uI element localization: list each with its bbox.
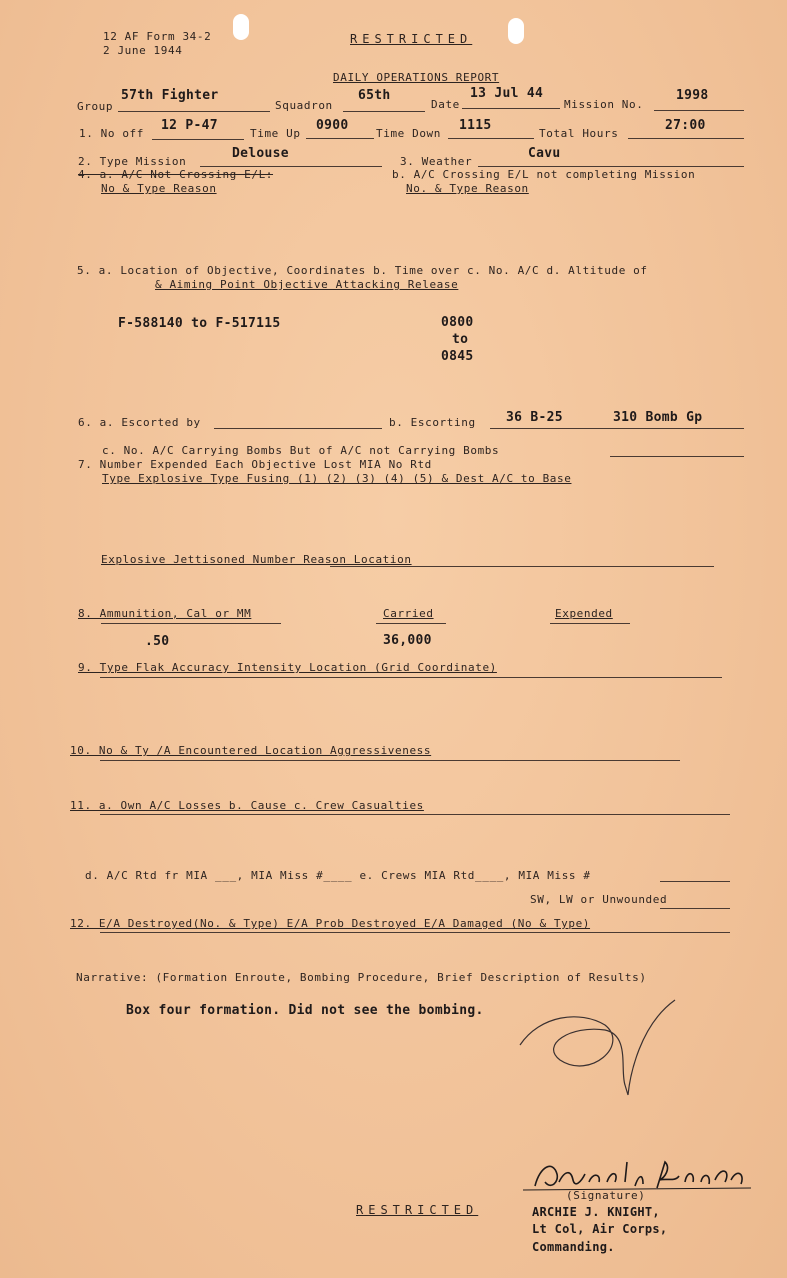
item10-line: 10. No & Ty /A Encountered Location Aggressiveness	[70, 744, 432, 757]
expended-label: Expended	[555, 607, 613, 620]
escorting-label: b. Escorting	[389, 416, 476, 429]
mission-value: 1998	[676, 88, 709, 103]
time-down-label: Time Down	[376, 127, 442, 140]
carried-value: 36,000	[383, 633, 432, 648]
item4-a-label: 4. a. A/C Not Crossing E/L:	[78, 168, 274, 181]
item4-b-label: b. A/C Crossing E/L not completing Mission	[392, 168, 696, 181]
item11-line: 11. a. Own A/C Losses b. Cause c. Crew Casualties	[70, 799, 424, 812]
mission-label: Mission No.	[564, 98, 644, 111]
total-hours-value: 27:00	[665, 118, 706, 133]
classification-bottom: RESTRICTED	[356, 1203, 479, 1217]
item9-line: 9. Type Flak Accuracy Intensity Location (Grid Coordinate)	[78, 661, 497, 674]
punch-hole-right	[508, 18, 524, 44]
date-label: Date	[431, 98, 460, 111]
punch-hole-left	[233, 14, 249, 40]
objective-location-value: F-588140 to F-517115	[118, 316, 281, 331]
item11-d-sub: SW, LW or Unwounded	[530, 893, 668, 906]
signer-role: Commanding.	[532, 1240, 615, 1254]
signer-rank: Lt Col, Air Corps,	[532, 1222, 668, 1236]
time-up-value: 0900	[316, 118, 349, 133]
escorted-by-label: 6. a. Escorted by	[78, 416, 201, 429]
classification-top: RESTRICTED	[350, 32, 473, 46]
signer-name: ARCHIE J. KNIGHT,	[532, 1205, 660, 1219]
report-title: DAILY OPERATIONS REPORT	[333, 71, 500, 84]
time-over-from-value: 0800	[441, 315, 474, 330]
carrying-bombs-line: c. No. A/C Carrying Bombs But of A/C not Carrying Bombs	[102, 444, 500, 457]
time-up-label: Time Up	[250, 127, 301, 140]
squadron-label: Squadron	[275, 99, 333, 112]
handwritten-mark	[510, 985, 690, 1115]
item4-a-sub: No & Type Reason	[101, 182, 217, 195]
signature-label: (Signature)	[566, 1189, 646, 1202]
caliber-value: .50	[145, 634, 170, 649]
type-mission-label: 2. Type Mission	[78, 155, 187, 168]
time-down-value: 1115	[459, 118, 492, 133]
ammunition-label: 8. Ammunition, Cal or MM	[78, 607, 252, 620]
jettisoned-line: Explosive Jettisoned Number Reason Location	[101, 553, 412, 566]
item5-header-line2: & Aiming Point Objective Attacking Release	[155, 278, 459, 291]
time-over-to-word: to	[452, 332, 469, 347]
escorting-count-value: 36 B-25	[506, 410, 563, 425]
narrative-text: Box four formation. Did not see the bombing.	[126, 1003, 484, 1018]
narrative-label: Narrative: (Formation Enroute, Bombing Procedure, Brief Description of Results)	[76, 971, 647, 984]
time-over-to-value: 0845	[441, 349, 474, 364]
item11-d-line: d. A/C Rtd fr MIA ___, MIA Miss #____ e. Crews MIA Rtd____, MIA Miss #	[85, 869, 591, 882]
item7-line2: Type Explosive Type Fusing (1) (2) (3) (4) (5) & Dest A/C to Base	[102, 472, 572, 485]
date-value: 13 Jul 44	[470, 86, 544, 101]
carried-label: Carried	[383, 607, 434, 620]
no-off-label: 1. No off	[79, 127, 145, 140]
squadron-value: 65th	[358, 88, 391, 103]
item7-line1: 7. Number Expended Each Objective Lost MIA No Rtd	[78, 458, 432, 471]
escorting-unit-value: 310 Bomb Gp	[613, 410, 703, 425]
type-mission-value: Delouse	[232, 146, 289, 161]
group-value: 57th Fighter	[121, 88, 219, 103]
weather-value: Cavu	[528, 146, 561, 161]
no-off-value: 12 P-47	[161, 118, 218, 133]
group-label: Group	[77, 100, 114, 113]
item4-b-sub: No. & Type Reason	[406, 182, 529, 195]
total-hours-label: Total Hours	[539, 127, 619, 140]
form-id: 12 AF Form 34-2	[103, 30, 212, 43]
item5-header-line1: 5. a. Location of Objective, Coordinates b. Time over c. No. A/C d. Altitude of	[77, 264, 648, 277]
weather-label: 3. Weather	[400, 155, 473, 168]
item12-line: 12. E/A Destroyed(No. & Type) E/A Prob Destroyed E/A Damaged (No & Type)	[70, 917, 591, 930]
form-date: 2 June 1944	[103, 44, 183, 57]
